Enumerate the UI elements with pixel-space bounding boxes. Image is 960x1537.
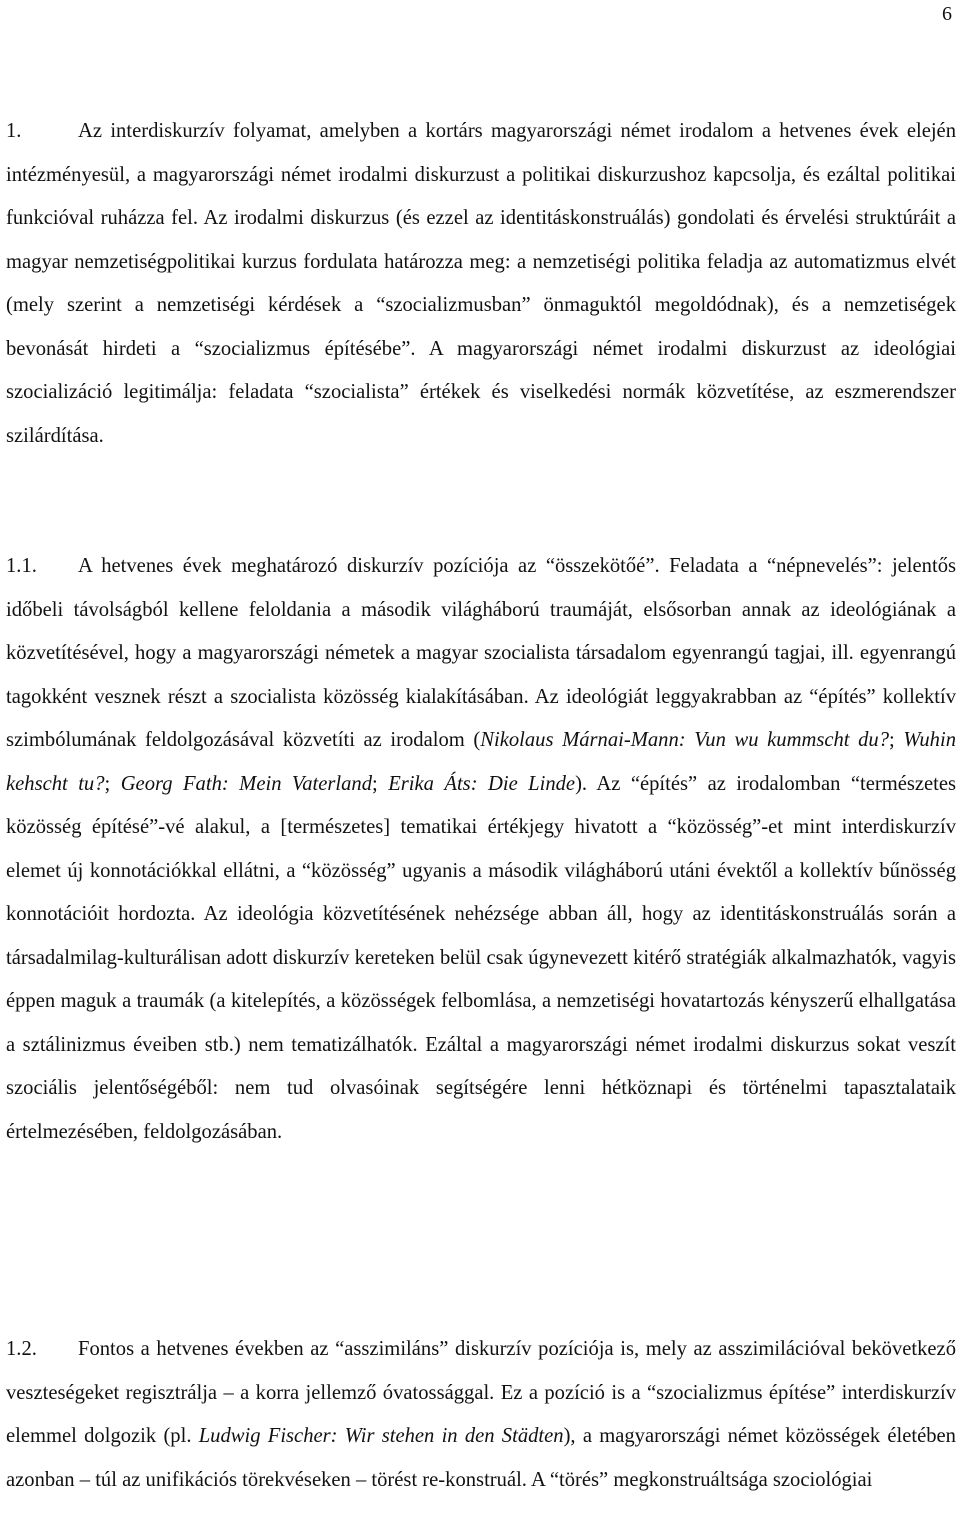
separator: ;: [372, 772, 389, 795]
work-title: Erika Áts: Die Linde: [388, 772, 576, 795]
paragraph-text: ). Az “építés” az irodalomban “természetes közösség építésé”-vé alakul, a [természetes] tematikai értékjegy hivatott a “közösség”-et mint interdiskurzív elemet új konnotációkkal ellátni, a “közösség” ugyanis a második világháború utáni évektől a kollektív bűnösség konnotációit hordozta. Az ideológia közvetítésének nehézsége abban áll, hogy az identitáskonstruálás során a társadalmilag-kulturálisan adott diskurzív kereteken belül csak úgynevezett kitérő stratégiák alkalmazhatók, vagyis éppen maguk a traumák (a kitelepítés, a közösségek felbomlása, a nemzetiségi hovatartozás kényszerű elhallgatása a sztálinizmus éveiben stb.) nem tematizálhatók. Ezáltal a magyarországi német irodalmi diskurzus sokat veszít szociális jelentőségéből: nem tud olvasóinak segítségére lenni hétköznapi és történelmi tapasztalataik értelmezésében, feldolgozásában.: [6, 772, 957, 1143]
paragraph-1-2: [6, 1328, 956, 1502]
work-title: Nikolaus Márnai-Mann: Vun wu kummscht du?: [480, 729, 890, 751]
separator: ;: [104, 772, 121, 795]
paragraph-text: ), a magyarországi német közösségek életében azonban – túl az unifikációs törekvéseken – törést re-konstruál. A “törés” megkonstruáltsága szociológiai: [6, 1425, 956, 1491]
paragraph-text: Fontos a hetvenes években az “asszimiláns” diskurzív pozíciója is, mely az asszimilációval bekövetkező veszteségeket regisztrálja – a korra jellemző óvatossággal. Ez a pozíció is a “szocializmus építése” interdiskurzív elemmel dolgozik (pl.: [6, 1338, 956, 1447]
work-title: Wuhin kehscht tu?: [6, 729, 956, 795]
paragraph-1: [6, 110, 956, 458]
paragraph-1-1: [6, 545, 956, 1154]
section-number: 1.2.: [6, 1338, 37, 1360]
separator: ;: [889, 729, 904, 751]
section-number: 1.: [6, 120, 22, 142]
section-number: 1.1.: [6, 555, 37, 577]
work-title: Georg Fath: Mein Vaterland: [120, 772, 373, 795]
paragraph-text: A hetvenes évek meghatározó diskurzív pozíciója az “összekötőé”. Feladata a “népnevelés”: jelentős időbeli távolságból kellene feloldania a második világháború traumáját, elsősorban annak az ideológiának a közvetítésével, hogy a magyarországi németek a magyar szocialista társadalom egyenrangú tagjai, ill. egyenrangú tagokként vesznek részt a szocialista közösség kialakításában. Az ideológiát leggyakrabban az “építés” kollektív szimbólumának feldolgozásával közvetíti az irodalom (: [6, 555, 956, 751]
work-title: Ludwig Fischer: Wir stehen in den Städten: [198, 1425, 564, 1447]
page-number: 6: [942, 3, 952, 25]
paragraph-text: Az interdiskurzív folyamat, amelyben a kortárs magyarországi német irodalom a hetvenes évek elején intézményesül, a magyarországi német irodalmi diskurzust a politikai diskurzushoz kapcsolja, és ezáltal politikai funkcióval ruházza fel. Az irodalmi diskurzus (és ezzel az identitáskonstruálás) gondolati és érvelési struktúráit a magyar nemzetiségpolitikai kurzus fordulata határozza meg: a nemzetiségi politika feladja az automatizmus elvét (mely szerint a nemzetiségi kérdések a “szocializmusban” önmaguktól megoldódnak), és a nemzetiségek bevonását hirdeti a “szocializmus építésébe”. A magyarországi német irodalmi diskurzust az ideológiai szocializáció legitimálja: feladata “szocialista” értékek és viselkedési normák közvetítése, az eszmerendszer szilárdítása.: [6, 120, 956, 447]
